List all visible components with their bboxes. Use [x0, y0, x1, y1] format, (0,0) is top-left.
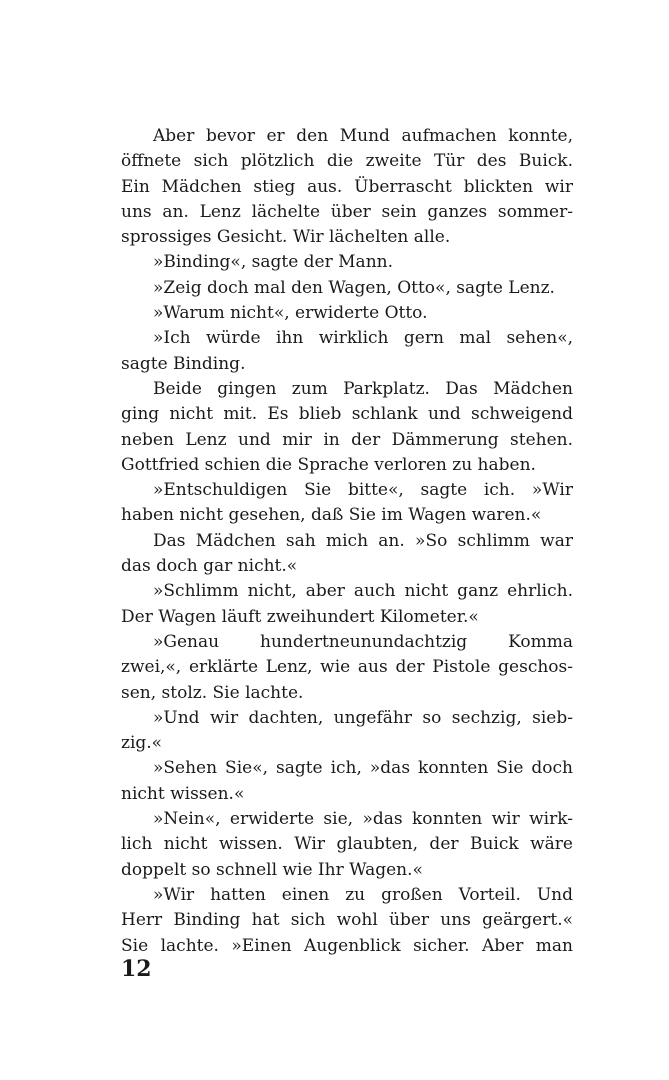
text-line: Gottfried schien die Sprache verloren zu haben.: [121, 454, 536, 475]
text-line: »Und wir dachten, ungefähr so sechzig, sieb-: [153, 707, 573, 728]
text-line: »Wir hatten einen zu großen Vorteil. Und: [153, 884, 573, 905]
text-line: sprossiges Gesicht. Wir lächelten alle.: [121, 227, 451, 248]
text-line: zig.«: [121, 733, 163, 754]
text-line: Herr Binding hat sich wohl über uns geärgert.«: [121, 910, 573, 931]
text-line: nicht wissen.«: [121, 783, 245, 804]
text-line: »Binding«, sagte der Mann.: [153, 252, 393, 273]
text-line: sagte Binding.: [121, 353, 246, 374]
text-line: Der Wagen läuft zweihundert Kilometer.«: [121, 606, 479, 627]
text-line: lich nicht wissen. Wir glaubten, der Buick wäre: [121, 834, 573, 855]
text-line: »Zeig doch mal den Wagen, Otto«, sagte Lenz.: [153, 277, 555, 298]
book-page-text: [121, 124, 573, 959]
text-line: zwei,«, erklärte Lenz, wie aus der Pistole geschos-: [121, 657, 573, 678]
text-line: »Nein«, erwiderte sie, »das konnten wir wirk-: [153, 809, 573, 830]
text-line: »Entschuldigen Sie bitte«, sagte ich. »Wir: [153, 480, 573, 501]
text-line: »Schlimm nicht, aber auch nicht ganz ehrlich.: [153, 581, 573, 602]
text-line: Beide gingen zum Parkplatz. Das Mädchen: [153, 378, 573, 399]
text-line: »Genau hundertneunundachtzig Komma: [153, 631, 573, 652]
text-line: Ein Mädchen stieg aus. Überrascht blickten wir: [121, 176, 573, 197]
text-line: sen, stolz. Sie lachte.: [121, 682, 304, 703]
text-line: ging nicht mit. Es blieb schlank und schweigend: [121, 404, 573, 425]
text-line: Sie lachte. »Einen Augenblick sicher. Aber man: [121, 935, 573, 956]
text-line: doppelt so schnell wie Ihr Wagen.«: [121, 859, 423, 880]
text-line: uns an. Lenz lächelte über sein ganzes sommer-: [121, 201, 573, 222]
text-line: haben nicht gesehen, daß Sie im Wagen waren.«: [121, 505, 542, 526]
text-line: »Ich würde ihn wirklich gern mal sehen«,: [153, 328, 573, 349]
text-line: Aber bevor er den Mund aufmachen konnte,: [153, 126, 573, 146]
text-line: neben Lenz und mir in der Dämmerung stehen.: [121, 429, 573, 450]
page-number: 12: [121, 956, 152, 982]
text-line: Das Mädchen sah mich an. »So schlimm war: [153, 530, 573, 551]
text-line: »Warum nicht«, erwiderte Otto.: [153, 303, 428, 324]
text-line: das doch gar nicht.«: [121, 556, 298, 577]
text-line: öffnete sich plötzlich die zweite Tür des Buick.: [121, 151, 573, 172]
text-line: »Sehen Sie«, sagte ich, »das konnten Sie doch: [153, 758, 573, 779]
